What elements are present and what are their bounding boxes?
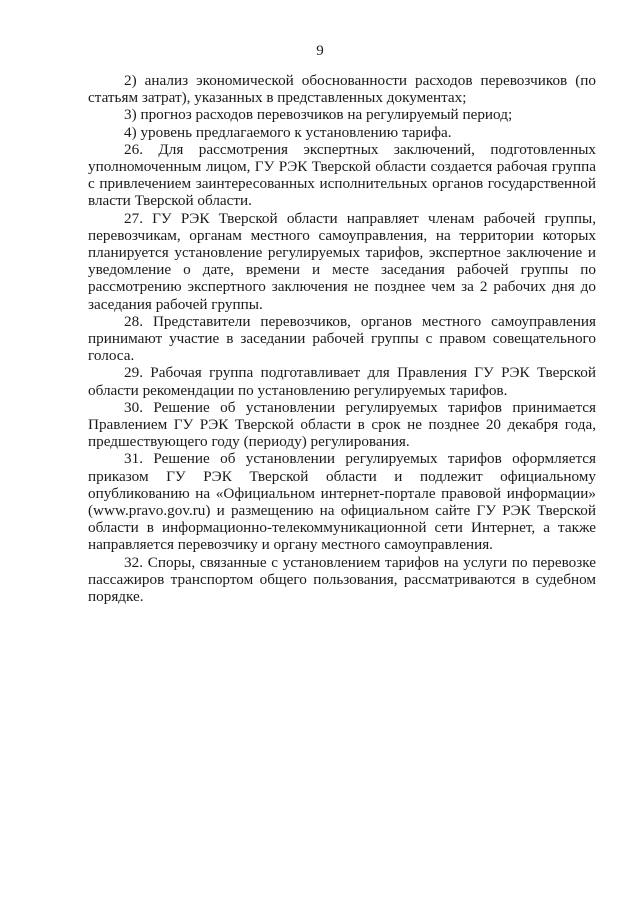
paragraph-item-4: 4) уровень предлагаемого к установлению тарифа. xyxy=(124,123,452,141)
paragraph-28: 28. Представители перевозчиков, органов местного самоуправления принимают участие в заседании рабочей группы с правом совещательного голоса. xyxy=(88,312,596,365)
paragraph-item-3: 3) прогноз расходов перевозчиков на регулируемый период; xyxy=(124,106,513,124)
paragraph-31: 31. Решение об установлении регулируемых тарифов оформляется приказом ГУ РЭК Тверской области и подлежит официальному опубликованию на «Официальном интернет-портале правовой информации» (www.pravo.gov.ru) и размещению на официальном сайте ГУ РЭК Тверской области в информационно-телекоммуникационной сети Интернет, а также направляется перевозчику и органу местного самоуправления. xyxy=(88,450,596,554)
paragraph-27: 27. ГУ РЭК Тверской области направляет членам рабочей группы, перевозчикам, органам местного самоуправления, на территории которых планируется установление регулируемых тарифов, экспертное заключение и уведомление о дате, времени и месте заседания рабочей группы по рассмотрению экспертного заключения не позднее чем за 2 рабочих дня до заседания рабочей группы. xyxy=(88,209,596,313)
paragraph-30: 30. Решение об установлении регулируемых тарифов принимается Правлением ГУ РЭК Тверской области в срок не позднее 20 декабря года, предшествующего году (периоду) регулирования. xyxy=(88,398,596,451)
paragraph-29: 29. Рабочая группа подготавливает для Правления ГУ РЭК Тверской области рекомендации по установлению регулируемых тарифов. xyxy=(88,364,596,399)
paragraph-32: 32. Споры, связанные с установлением тарифов на услуги по перевозке пассажиров транспортом общего пользования, рассматриваются в судебном порядке. xyxy=(88,553,596,606)
document-body xyxy=(88,72,596,605)
paragraph-item-2: 2) анализ экономической обоснованности расходов перевозчиков (по статьям затрат), указанных в представленных документах; xyxy=(88,72,596,107)
paragraph-26: 26. Для рассмотрения экспертных заключений, подготовленных уполномоченным лицом, ГУ РЭК Тверской области создается рабочая группа с привлечением заинтересованных исполнительных органов государственной власти Тверской области. xyxy=(88,140,596,210)
page-number: 9 xyxy=(316,43,324,59)
